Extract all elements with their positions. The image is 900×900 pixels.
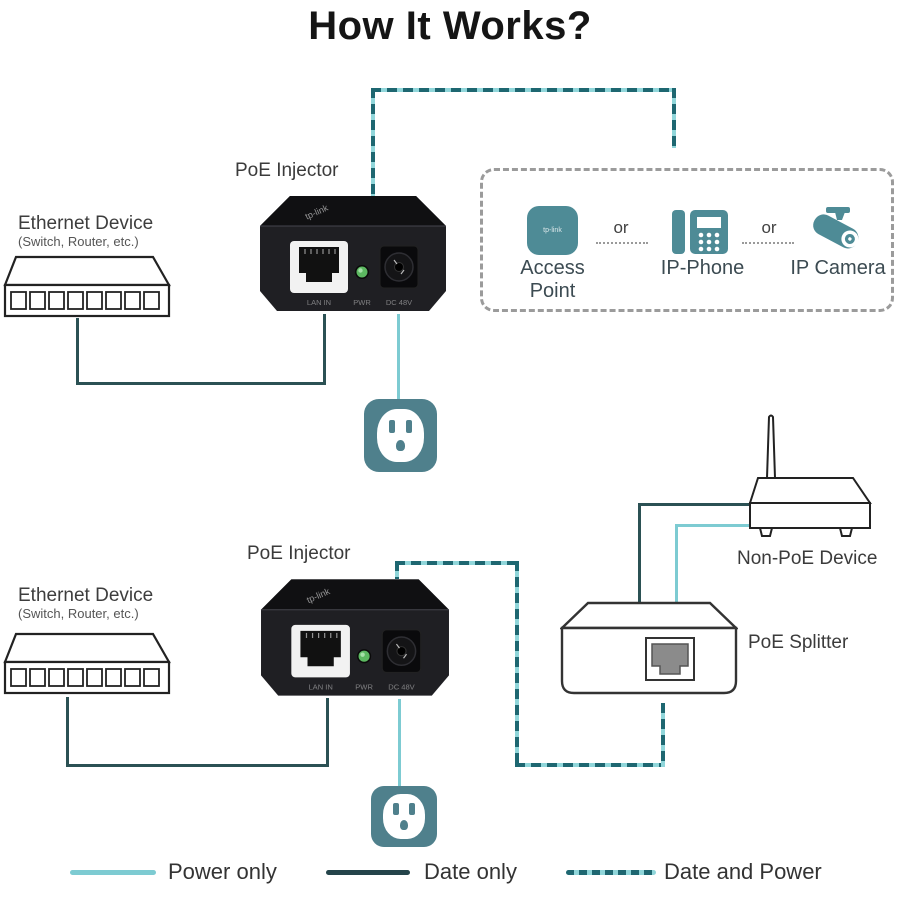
ip-phone-icon: [670, 207, 730, 257]
connector-data-power-top-drop: [672, 88, 676, 148]
ethernet-device-label-top: Ethernet Device: [18, 213, 154, 234]
poe-splitter-label: PoE Splitter: [748, 632, 849, 653]
data-line-top-bottom: [76, 382, 326, 385]
data-line-bottom-left: [66, 697, 69, 767]
non-poe-device-label: Non-PoE Device: [737, 548, 878, 569]
or-label-1: or: [613, 218, 629, 237]
ethernet-switch-drawing-top: [3, 255, 171, 319]
poe-splitter-drawing: [560, 601, 738, 695]
dc-48v-label: DC 48V: [385, 298, 413, 307]
lan-in-label: LAN IN: [306, 298, 332, 307]
splitter-data-line-vertical: [638, 505, 641, 605]
data-line-bottom-right: [326, 698, 329, 767]
or-label-2: or: [761, 218, 777, 237]
power-outlet-icon-bottom: [371, 786, 437, 847]
ethernet-device-label-bottom: Ethernet Device: [18, 585, 154, 606]
legend-data-power-label: Date and Power: [664, 859, 822, 884]
page-title: How It Works?: [308, 4, 592, 48]
data-line-top-left: [76, 318, 79, 385]
pwr-label: PWR: [353, 298, 371, 307]
connector-data-power-bottom-top: [395, 561, 519, 565]
pwr-label: PWR: [355, 682, 373, 692]
access-point-brand: tp-link: [543, 227, 562, 234]
ip-phone-label: IP-Phone: [660, 257, 745, 279]
connector-data-power-top-horizontal: [371, 88, 676, 92]
ethernet-device-sublabel-top: (Switch, Router, etc.): [18, 234, 139, 249]
ethernet-switch-drawing-bottom: [3, 632, 171, 696]
legend-power-label: Power only: [168, 859, 277, 884]
connector-data-power-bottom-down: [515, 561, 519, 767]
access-point-label: Access Point: [520, 257, 585, 302]
legend-data-power-line: [566, 870, 656, 875]
poe-injector-label-bottom: PoE Injector: [247, 543, 351, 564]
power-line-bottom: [398, 699, 401, 787]
data-line-top-right: [323, 314, 326, 385]
ip-camera-label: IP Camera: [790, 257, 886, 279]
legend-data-label: Date only: [424, 859, 517, 884]
splitter-power-line-vertical: [675, 526, 678, 605]
splitter-data-line-horizontal: [638, 503, 752, 506]
lan-in-label: LAN IN: [308, 682, 333, 692]
brand-logo: tp-link: [303, 202, 330, 222]
poe-injector-device-top: [259, 195, 447, 312]
access-point-icon: [527, 206, 578, 255]
legend-data-line: [326, 870, 410, 875]
poe-injector-label-top: PoE Injector: [235, 160, 339, 181]
brand-logo: tp-link: [305, 586, 332, 606]
power-outlet-icon-top: [364, 399, 437, 472]
power-line-top: [397, 314, 400, 399]
connector-data-power-bottom-across: [515, 763, 665, 767]
dc-48v-label: DC 48V: [388, 682, 415, 692]
poe-injector-device-bottom: [260, 577, 450, 698]
connector-data-power-top-vertical: [371, 88, 375, 200]
connector-data-power-bottom-up: [661, 703, 665, 767]
data-line-bottom-bottom: [66, 764, 329, 767]
ethernet-device-sublabel-bottom: (Switch, Router, etc.): [18, 606, 139, 621]
legend-power-line: [70, 870, 156, 875]
or-dotted-line-1: [596, 232, 648, 244]
ip-camera-icon: [806, 205, 872, 257]
or-dotted-line-2: [742, 232, 794, 244]
non-poe-device-drawing: [748, 413, 872, 539]
